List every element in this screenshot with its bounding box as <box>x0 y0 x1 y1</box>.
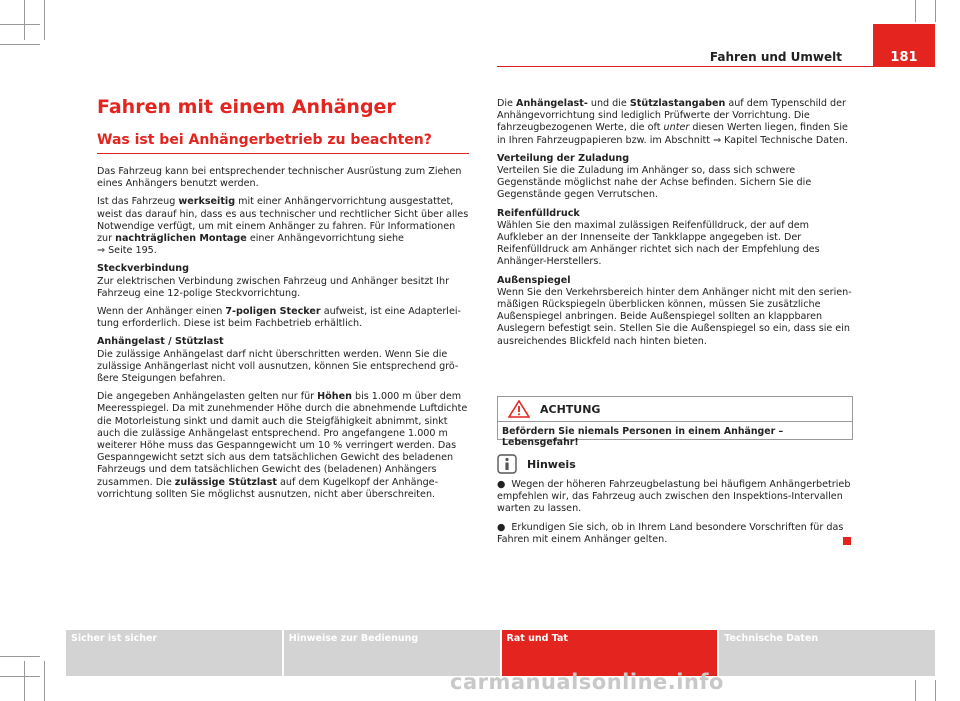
crop-mark <box>0 44 40 45</box>
crop-mark <box>24 661 25 701</box>
crop-mark <box>0 656 40 657</box>
footer-tab-technical[interactable]: Technische Daten <box>717 630 935 676</box>
page-title: Fahren mit einem Anhänger <box>97 96 396 118</box>
paragraph: Die Anhängelast- und die Stützlastangaben auf dem Typenschild der Anhängevorrichtung sind lediglich Prüfwerte der Vorrichtung. Die fahrzeugbezogenen Werte, die oft unter diesen Werten liegen, finden Sie in Ihren Fahrzeugpapieren bzw. im Abschnitt ⇒ Kapitel Technische Daten. <box>497 98 848 146</box>
subheading: Verteilung der Zuladung <box>497 152 630 164</box>
crop-mark <box>0 676 40 677</box>
watermark: carmanualsonline.info <box>450 670 724 694</box>
list-item: ● Wegen der höheren Fahrzeugbelastung bei häufigem Anhängerbetrieb empfehlen wir, das Fahrzeug auch zwischen den Inspektions-Intervallen warten zu lassen. <box>497 479 851 515</box>
subheading: Steckverbindung <box>97 263 189 275</box>
subheading: Anhängelast / Stützlast <box>97 336 224 348</box>
bullet: ● <box>497 521 506 533</box>
page-number: 181 <box>873 24 935 67</box>
footer-tab-operation[interactable]: Hinweise zur Bedienung <box>282 630 500 676</box>
warning-text: Befördern Sie niemals Personen in einem Anhänger – Lebensgefahr! <box>502 426 784 448</box>
paragraph: Zur elektrischen Verbindung zwischen Fahrzeug und Anhänger besitzt Ihr Fahrzeug eine 12-polige Steckvorrichtung. <box>97 275 450 299</box>
warning-label: ACHTUNG <box>540 402 601 416</box>
info-icon <box>497 454 517 474</box>
list-item: ● Erkundigen Sie sich, ob in Ihrem Land besondere Vorschriften für das Fahren mit einem Anhänger gelten. <box>497 521 844 545</box>
paragraph: Wählen Sie den maximal zulässigen Reifenfülldruck, der auf dem Aufkleber an der Innenseite der Tankklappe angegeben ist. Der Reifenfülldruck am Anhänger richtet sich nach der Empfehlung des Anhänger-Herstellers. <box>497 219 820 268</box>
header-rule <box>497 66 935 67</box>
section-title: Fahren und Umwelt <box>709 50 842 64</box>
note-list <box>497 479 853 552</box>
warning-triangle-icon <box>508 400 530 418</box>
subheading: Außenspiegel <box>497 274 571 286</box>
paragraph: Das Fahrzeug kann bei entsprechender technischer Ausrüstung zum Ziehen eines Anhängers benutzt werden. <box>97 166 462 190</box>
paragraph: Verteilen Sie die Zuladung im Anhänger so, dass sich schwere Gegenstände möglichst nahe der Achse befinden. Sichern Sie die Gegenstände gegen Verrutschen. <box>497 165 812 201</box>
left-column <box>97 95 469 507</box>
paragraph: Die zulässige Anhängelast darf nicht überschritten werden. Wenn Sie die zulässige Anhängerlast nicht voll ausnutzen, können Sie entsprechend größere Steigungen befahren. <box>97 348 459 385</box>
footer-tab-advice[interactable]: Rat und Tat <box>500 630 718 676</box>
paragraph: Die angegeben Anhängelasten gelten nur für Höhen bis 1.000 m über dem Meeresspiegel. Da mit zunehmender Höhe durch die abnehmende Luftdichte die Motorleistung sinkt und damit auch die Steigfähigkeit abnimmt, sinkt auch die zulässige Anhängelast entsprechend. Pro angefangene 1.000 m weiterer Höhe muss das Gespanngewicht um 10 % verringert werden. Das Gespanngewicht setzt sich aus dem tatsächlichen Gewicht des beladenen Fahrzeugs und dem tatsächlichen Gewicht des (beladenen) Anhängers zusammen. Die zulässige Stützlast auf dem Kugelkopf der Anhängevorrichtung sollten Sie möglichst ausnutzen, nicht aber überschreiten. <box>97 391 468 500</box>
crop-mark <box>44 661 45 701</box>
right-column <box>497 98 855 354</box>
note-header <box>497 454 576 474</box>
paragraph: Wenn der Anhänger einen 7-poligen Stecker aufweist, ist eine Adapterleitung erforderlich. Diese ist beim Fachbetrieb erhältlich. <box>97 306 462 330</box>
footer-tab-safety[interactable]: Sicher ist sicher <box>66 630 282 676</box>
paragraph: Ist das Fahrzeug werkseitig mit einer Anhängervorrichtung ausgestattet, weist das darauf hin, dass es aus technischer und rechtlicher Sicht über alles Notwendige verfügt, um mit einem Anhänger zu fahren. Für Informationen zur nachträglichen Montage einer Anhängevorrichtung siehe ⇒ Seite 195. <box>97 196 469 257</box>
subtitle-rule <box>97 153 469 154</box>
bullet: ● <box>497 479 506 490</box>
page-reference-link[interactable]: ⇒ Seite 195. <box>97 245 157 257</box>
crop-mark <box>935 680 936 701</box>
warning-box <box>497 396 853 448</box>
crop-mark <box>935 0 936 22</box>
section-subtitle: Was ist bei Anhängerbetrieb zu beachten? <box>97 132 432 148</box>
crop-mark <box>915 0 916 22</box>
crop-mark <box>24 0 25 40</box>
crop-mark <box>915 680 916 701</box>
end-of-section-marker <box>843 537 851 545</box>
paragraph: Wenn Sie den Verkehrsbereich hinter dem Anhänger nicht mit den serienmäßigen Rückspiegeln überblicken können, müssen Sie zusätzliche Außenspiegel anbringen. Beide Außenspiegel sollten an klappbaren Auslegern befestigt sein. Stellen Sie die Außenspiegel so ein, dass sie ein ausreichendes Blickfeld nach hinten bieten. <box>497 286 852 347</box>
crop-mark <box>0 24 40 25</box>
subheading: Reifenfülldruck <box>497 207 580 219</box>
note-label: Hinweis <box>527 457 576 471</box>
crop-mark <box>44 0 45 40</box>
